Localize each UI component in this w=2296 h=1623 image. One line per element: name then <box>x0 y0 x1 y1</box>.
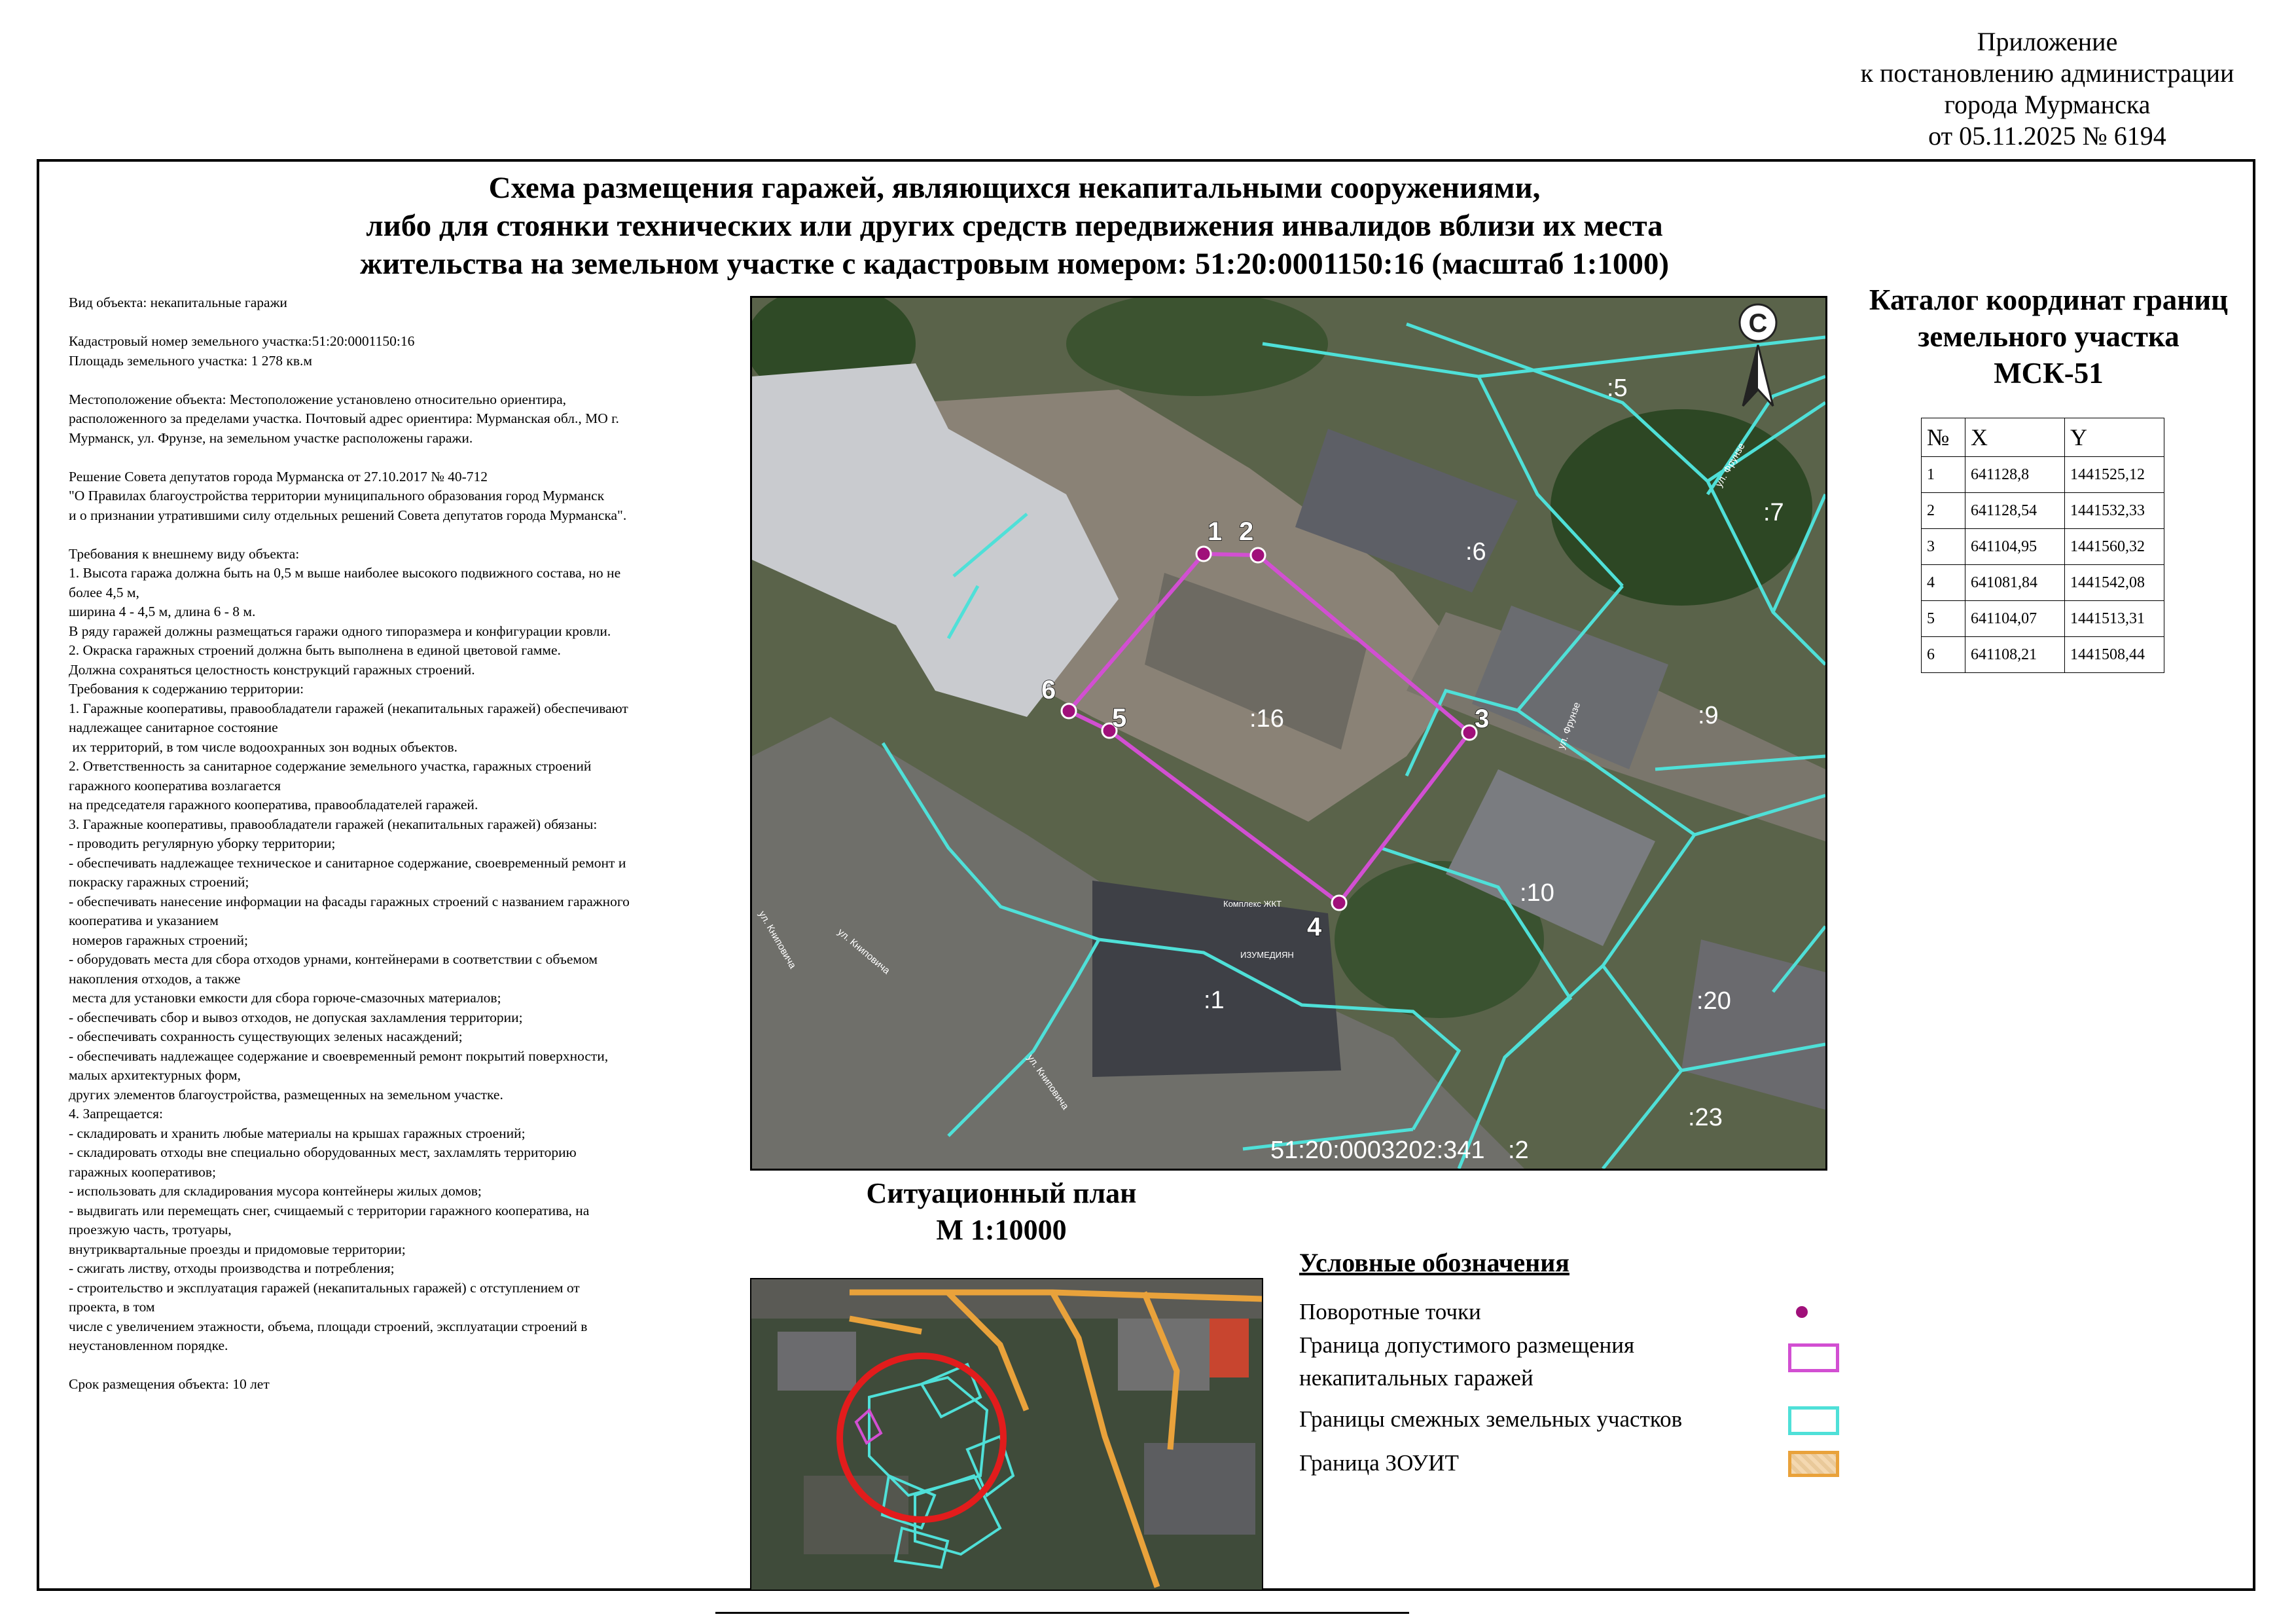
table-cell: 641128,54 <box>1965 493 2065 529</box>
requirement-line: более 4,5 м, <box>69 584 139 600</box>
north-letter: С <box>1748 309 1768 338</box>
requirement-line: - проводить регулярную уборку территории; <box>69 835 336 851</box>
situation-title-line: Ситуационный план <box>866 1177 1137 1209</box>
requirement-line: - выдвигать или перемещать снег, счищаемый с территории гаражного кооператива, на <box>69 1202 590 1218</box>
requirement-line: кооператива и указанием <box>69 913 219 928</box>
parcel-label: :6 <box>1465 538 1486 566</box>
requirement-line: Площадь земельного участка: 1 278 кв.м <box>69 352 312 369</box>
table-cell: 1441532,33 <box>2065 493 2164 529</box>
requirement-line: - складировать и хранить любые материалы на крышах гаражных строений; <box>69 1125 526 1141</box>
requirement-line: гаражного кооператива возлагается <box>69 777 281 793</box>
legend-adjacent-symbol <box>1788 1406 1839 1435</box>
page-title <box>327 169 1702 283</box>
parcel-label: :5 <box>1607 374 1628 402</box>
title-line: Схема размещения гаражей, являющихся некапитальными сооружениями, <box>488 171 1541 205</box>
table-cell: 641108,21 <box>1965 637 2065 673</box>
street-label: ул. Книповича <box>835 926 892 977</box>
requirement-line: проекта, в том <box>69 1299 155 1315</box>
requirements-text <box>69 293 736 1395</box>
requirement-line <box>69 313 736 333</box>
requirement-line: числе с увеличением этажности, объема, площади строений, эксплуатации строений в <box>69 1318 588 1334</box>
requirement-line: Кадастровый номер земельного участка:51:20:0001150:16 <box>69 333 415 349</box>
table-cell: 641081,84 <box>1965 565 2065 601</box>
table-header: X <box>1965 418 2065 457</box>
requirement-line: Местоположение объекта: Местоположение установлено относительно ориентира, <box>69 391 567 407</box>
requirement-line: - обеспечивать надлежащее техническое и санитарное содержание, своевременный ремонт и <box>69 854 626 871</box>
requirement-line: Требования к внешнему виду объекта: <box>69 545 300 562</box>
legend-zouit-symbol <box>1788 1451 1839 1477</box>
catalog-title-line: земельного участка <box>1918 320 2179 353</box>
parcel-label: :20 <box>1696 987 1731 1015</box>
table-row <box>1922 457 2164 493</box>
situation-block <box>1118 1319 1210 1391</box>
requirement-line: 4. Запрещается: <box>69 1106 164 1122</box>
table-cell: 641128,8 <box>1965 457 2065 493</box>
requirement-line: номеров гаражных строений; <box>69 932 248 948</box>
table-header-row <box>1922 418 2164 457</box>
requirement-line: 3. Гаражные кооперативы, правообладатели гаражей (некапитальных гаражей) обязаны: <box>69 816 598 832</box>
requirement-line: ширина 4 - 4,5 м, длина 6 - 8 м. <box>69 604 256 619</box>
table-row <box>1922 565 2164 601</box>
requirement-line: гаражных кооперативов; <box>69 1163 217 1180</box>
requirement-line: их территорий, в том числе водоохранных зон водных объектов. <box>69 739 457 755</box>
turning-point-2[interactable] <box>1251 548 1265 562</box>
legend-point-symbol <box>1796 1306 1808 1318</box>
catalog-title <box>1839 282 2258 392</box>
table-cell: 1441508,44 <box>2065 637 2164 673</box>
poi-label: ИЗУМЕДИЯН <box>1240 950 1294 960</box>
table-cell: 641104,07 <box>1965 601 2065 637</box>
requirement-line: 2. Ответственность за санитарное содержание земельного участка, гаражных строений <box>69 758 592 774</box>
poi-label: Комплекс ЖКТ <box>1223 899 1282 909</box>
requirement-line: - сжигать листву, отходы производства и потребления; <box>69 1260 395 1276</box>
requirement-line: других элементов благоустройства, размещенных на земельном участке. <box>69 1086 503 1103</box>
point-label: 5 <box>1112 704 1127 733</box>
legend-boundary-label-2: некапитальных гаражей <box>1299 1365 1534 1391</box>
requirement-line <box>69 525 736 545</box>
appendix-line: к постановлению администрации <box>1860 58 2234 88</box>
legend-adjacent-label: Границы смежных земельных участков <box>1299 1406 1683 1432</box>
table-cell: 1 <box>1922 457 1965 493</box>
legend-boundary-symbol <box>1788 1343 1839 1372</box>
requirement-line: - обеспечивать нанесение информации на фасады гаражных строений с названием гаражного <box>69 893 630 909</box>
requirement-line: - строительство и эксплуатация гаражей (некапитальных гаражей) с отступлением от <box>69 1279 580 1296</box>
point-label: 4 <box>1307 913 1322 941</box>
table-cell: 4 <box>1922 565 1965 601</box>
requirement-line: неустановленном порядке. <box>69 1338 228 1353</box>
cadastral-map[interactable] <box>750 296 1827 1171</box>
requirement-line: и о признании утратившими силу отдельных решений Совета депутатов города Мурманска". <box>69 507 627 523</box>
requirement-line: - использовать для складирования мусора контейнеры жилых домов; <box>69 1183 482 1199</box>
requirement-line: на председателя гаражного кооператива, правообладателей гаражей. <box>69 797 478 812</box>
table-cell: 5 <box>1922 601 1965 637</box>
point-label: 1 <box>1208 517 1223 546</box>
requirement-line <box>69 1356 736 1376</box>
appendix-line: от 05.11.2025 № 6194 <box>1928 121 2166 151</box>
catalog-title-line: МСК-51 <box>1994 357 2104 390</box>
street-label: ул. Фрунзе <box>1555 701 1583 751</box>
parcel-label: :16 <box>1249 705 1284 733</box>
requirement-line: "О Правилах благоустройства территории муниципального образования город Мурманск <box>69 488 605 503</box>
situation-map-svg <box>751 1279 1262 1590</box>
turning-point-4[interactable] <box>1332 896 1346 910</box>
requirement-line: Вид объекта: некапитальные гаражи <box>69 295 287 310</box>
street-label: ул. Книповича <box>1024 1052 1071 1112</box>
bottom-divider <box>715 1612 1409 1614</box>
table-cell: 1441525,12 <box>2065 457 2164 493</box>
situation-block <box>1144 1443 1255 1535</box>
table-cell: 6 <box>1922 637 1965 673</box>
appendix-line: города Мурманска <box>1944 90 2151 119</box>
coordinates-table-body <box>1922 457 2164 673</box>
requirement-line: Должна сохраняться целостность конструкций гаражных строений. <box>69 661 475 678</box>
requirement-line: проезжую часть, тротуары, <box>69 1222 232 1237</box>
requirement-line: - складировать отходы вне специально оборудованных мест, захламлять территорию <box>69 1144 577 1160</box>
requirement-line: В ряду гаражей должны размещаться гаражи одного типоразмера и конфигурации кровли. <box>69 623 611 639</box>
table-row <box>1922 493 2164 529</box>
requirement-line: накопления отходов, а также <box>69 970 241 987</box>
table-row <box>1922 601 2164 637</box>
point-label: 3 <box>1475 704 1490 733</box>
table-cell: 3 <box>1922 529 1965 565</box>
turning-point-1[interactable] <box>1196 547 1211 561</box>
requirement-line: малых архитектурных форм, <box>69 1067 241 1083</box>
table-cell: 1441513,31 <box>2065 601 2164 637</box>
coordinates-table <box>1921 418 2164 673</box>
situation-block <box>778 1332 856 1391</box>
turning-point-6[interactable] <box>1062 704 1076 718</box>
table-cell: 1441560,32 <box>2065 529 2164 565</box>
street-label: ул. Фрунзе <box>1713 441 1748 489</box>
requirement-line <box>69 448 736 467</box>
table-cell: 2 <box>1922 493 1965 529</box>
requirement-line: места для установки емкости для сбора горюче-смазочных материалов; <box>69 990 501 1006</box>
legend-title: Условные обозначения <box>1299 1248 1570 1277</box>
legend-zouit-label: Граница ЗОУИТ <box>1299 1450 1459 1476</box>
catalog-title-line: Каталог координат границ <box>1869 283 2229 316</box>
requirement-line: расположенного за пределами участка. Почтовый адрес ориентира: Мурманская обл., МО г. <box>69 410 619 426</box>
requirement-line: 1. Гаражные кооперативы, правообладатели гаражей (некапитальных гаражей) обеспечивают <box>69 700 628 716</box>
table-row <box>1922 529 2164 565</box>
table-row <box>1922 637 2164 673</box>
parcel-label: :10 <box>1520 879 1554 907</box>
table-header: Y <box>2065 418 2164 457</box>
table-cell: 1441542,08 <box>2065 565 2164 601</box>
requirement-line: 1. Высота гаража должна быть на 0,5 м выше наиболее высокого подвижного состава, но не <box>69 565 621 581</box>
situation-scale-line: М 1:10000 <box>936 1214 1067 1246</box>
requirement-line: внутриквартальные проезды и придомовые территории; <box>69 1241 406 1257</box>
requirement-line: надлежащее санитарное состояние <box>69 720 278 735</box>
requirement-line: Решение Совета депутатов города Мурманска от 27.10.2017 № 40-712 <box>69 468 488 484</box>
requirement-line: 2. Окраска гаражных строений должна быть выполнена в единой цветовой гамме. <box>69 642 561 658</box>
parcel-label: :23 <box>1688 1104 1723 1131</box>
situation-plan-title <box>772 1175 1230 1249</box>
requirement-line <box>69 371 736 390</box>
table-cell: 641104,95 <box>1965 529 2065 565</box>
requirement-line: Требования к содержанию территории: <box>69 681 304 697</box>
title-line: жительства на земельном участке с кадастровым номером: 51:20:0001150:16 (масштаб 1:1000) <box>359 247 1670 281</box>
point-label: 2 <box>1239 517 1254 546</box>
requirement-line: Срок размещения объекта: 10 лет <box>69 1376 270 1392</box>
legend-points-label: Поворотные точки <box>1299 1299 1481 1324</box>
title-line: либо для стоянки технических или других средств передвижения инвалидов вблизи их места <box>366 209 1663 243</box>
requirement-line: - обеспечивать сбор и вывоз отходов, не допуская захламления территории; <box>69 1009 523 1025</box>
parcel-label: :9 <box>1698 702 1719 729</box>
cadastral-suffix-label: :2 <box>1508 1137 1529 1164</box>
appendix-header <box>1851 26 2244 152</box>
situation-roof <box>1210 1319 1249 1377</box>
building-1 <box>1092 881 1341 1077</box>
legend-boundary-label-1: Граница допустимого размещения <box>1299 1332 1635 1358</box>
point-label: 6 <box>1041 676 1056 704</box>
cadastral-label: 51:20:0003202:341 <box>1270 1137 1485 1164</box>
cadastral-map-svg <box>752 298 1825 1169</box>
situation-map[interactable] <box>750 1278 1263 1591</box>
parcel-label: :1 <box>1204 987 1225 1014</box>
parcel-label: :7 <box>1763 499 1784 526</box>
appendix-line: Приложение <box>1977 27 2118 56</box>
requirement-line: Мурманск, ул. Фрунзе, на земельном участке расположены гаражи. <box>69 429 473 446</box>
requirement-line: - обеспечивать сохранность существующих зеленых насаждений; <box>69 1029 463 1044</box>
requirement-line: - оборудовать места для сбора отходов урнами, контейнерами в соответствии с объемом <box>69 951 598 967</box>
street-label: ул. Книповича <box>756 909 798 971</box>
requirement-line: покраску гаражных строений; <box>69 874 249 890</box>
requirement-line: - обеспечивать надлежащее содержание и своевременный ремонт покрытий поверхности, <box>69 1048 609 1064</box>
table-header: № <box>1922 418 1965 457</box>
